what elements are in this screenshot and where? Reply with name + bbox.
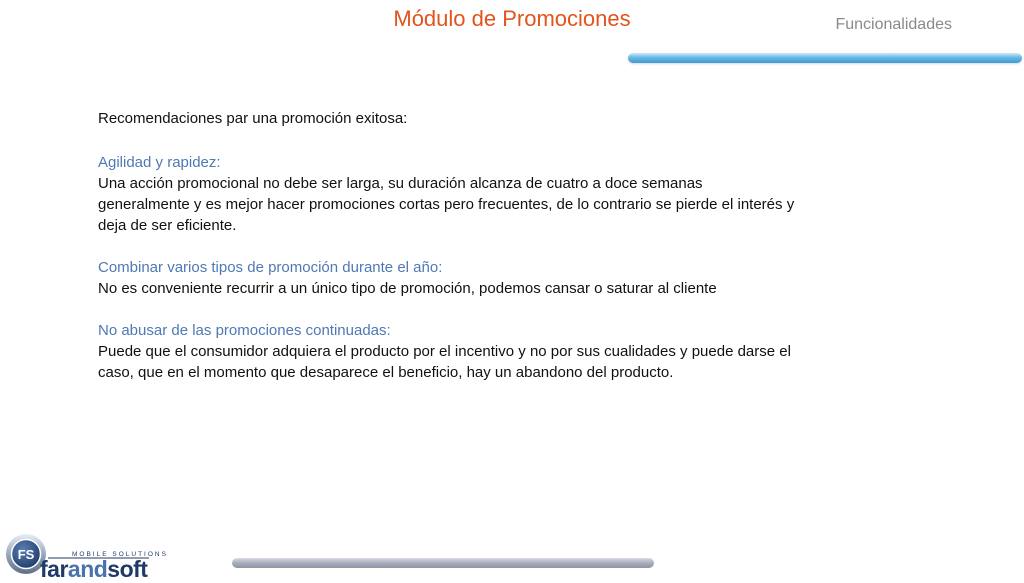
recommendation-heading: Agilidad y rapidez:	[98, 154, 221, 171]
recommendation-heading: Combinar varios tipos de promoción durante el año:	[98, 259, 443, 276]
recommendation-text: No es conveniente recurrir a un único tipo de promoción, podemos cansar o saturar al cliente	[98, 280, 717, 297]
header-accent-bar	[628, 53, 1022, 63]
recommendation-block	[98, 257, 798, 299]
logo-monogram: FS	[17, 547, 35, 562]
recommendation-block	[98, 320, 798, 383]
farandsoft-logo	[4, 530, 219, 580]
main-content	[98, 108, 798, 404]
page-title: Módulo de Promociones	[393, 6, 631, 31]
recommendation-heading: No abusar de las promociones continuadas:	[98, 322, 391, 339]
intro-text: Recomendaciones par una promoción exitosa:	[98, 110, 408, 127]
logo-wordmark: farandsoft	[40, 556, 148, 580]
recommendation-block	[98, 152, 798, 236]
recommendation-text: Puede que el consumidor adquiera el producto por el incentivo y no por sus cualidades y puede darse el caso, que en el momento que desaparece el beneficio, hay un abandono del producto.	[98, 343, 791, 381]
recommendation-text: Una acción promocional no debe ser larga, su duración alcanza de cuatro a doce semanas generalmente y es mejor hacer promociones cortas pero frecuentes, de lo contrario se pierde el interés y deja de ser eficiente.	[98, 175, 795, 234]
logo-tagline: MOBILE SOLUTIONS	[72, 551, 168, 558]
footer-accent-bar	[232, 558, 654, 568]
section-label: Funcionalidades	[835, 16, 952, 33]
